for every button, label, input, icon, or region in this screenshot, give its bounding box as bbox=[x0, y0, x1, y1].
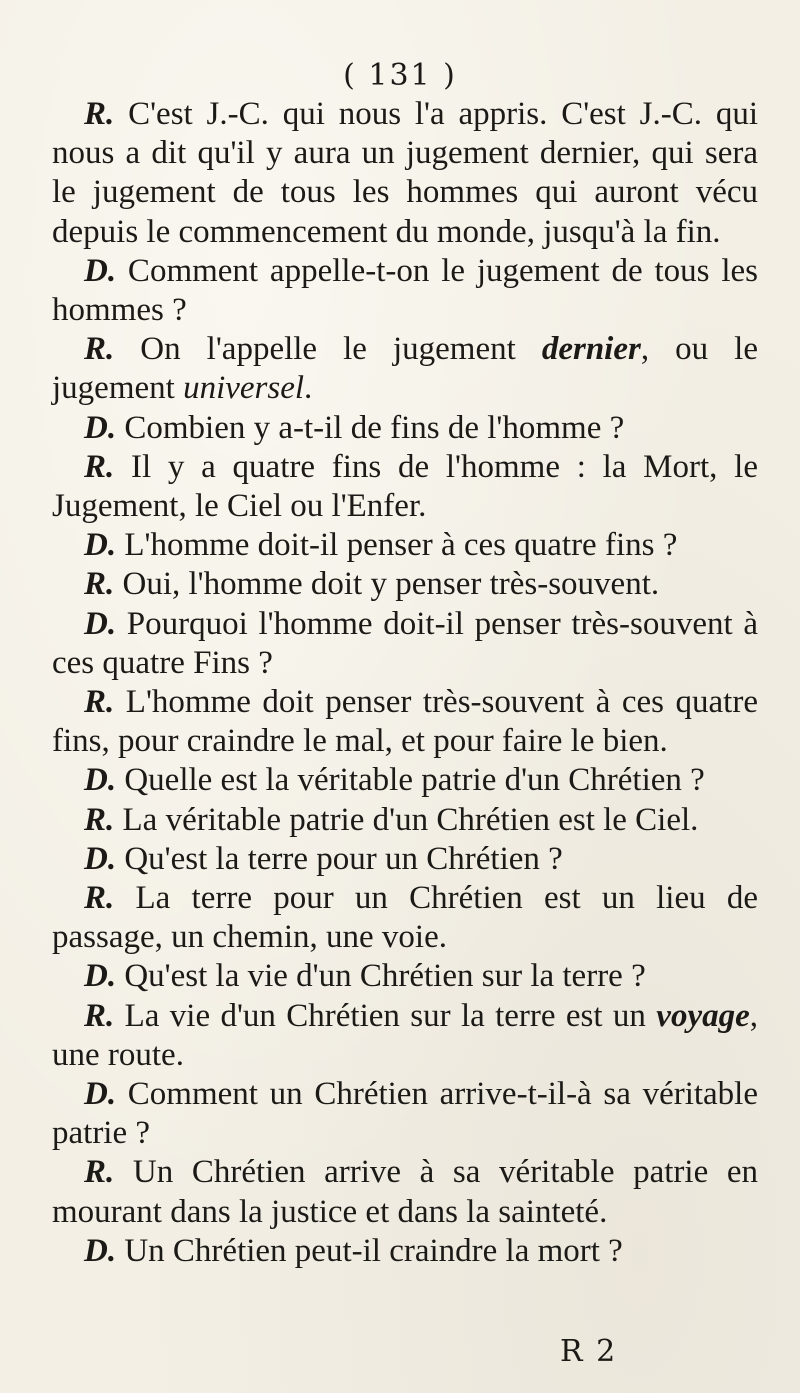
speaker-label: R. bbox=[84, 448, 115, 485]
paragraph-text: , ou le jugement bbox=[52, 331, 758, 407]
question-paragraph bbox=[52, 1232, 758, 1271]
answer-paragraph bbox=[52, 801, 758, 840]
paragraph-text: . bbox=[304, 370, 313, 407]
paragraph-text: L'homme doit-il penser à ces quatre fins ? bbox=[116, 527, 678, 564]
paragraph-text: L'homme doit penser très-souvent à ces quatre fins, pour craindre le mal, et pour faire le bien. bbox=[52, 684, 758, 760]
paragraph-text: La terre pour un Chrétien est un lieu de passage, un chemin, une voie. bbox=[52, 880, 758, 956]
answer-paragraph bbox=[52, 683, 758, 761]
paragraph-text: On l'appelle le jugement bbox=[114, 331, 542, 368]
paragraph-text: Un Chrétien peut-il craindre la mort ? bbox=[116, 1232, 623, 1269]
question-paragraph bbox=[52, 252, 758, 330]
emphasis-text: universel bbox=[183, 370, 305, 407]
paragraph-text: La vie d'un Chrétien sur la terre est un bbox=[114, 997, 657, 1034]
speaker-label: R. bbox=[84, 684, 115, 721]
speaker-label: R. bbox=[84, 566, 115, 603]
speaker-label: D. bbox=[84, 409, 117, 446]
paragraph-text: La véritable patrie d'un Chrétien est le Ciel. bbox=[114, 801, 699, 838]
answer-paragraph bbox=[52, 448, 758, 526]
paragraph-text: Quelle est la véritable patrie d'un Chrétien ? bbox=[116, 762, 705, 799]
answer-paragraph bbox=[52, 95, 758, 252]
speaker-label: D. bbox=[84, 958, 117, 995]
paragraph-text: Comment appelle-t-on le jugement de tous les hommes ? bbox=[52, 252, 758, 329]
speaker-label: R. bbox=[84, 1154, 115, 1191]
speaker-label: D. bbox=[84, 840, 117, 877]
paragraph-text: Comment un Chrétien arrive-t-il-à sa véritable patrie ? bbox=[52, 1076, 758, 1152]
paragraph-text: Pourquoi l'homme doit-il penser très-souvent à ces quatre Fins ? bbox=[52, 605, 758, 681]
answer-paragraph bbox=[52, 879, 758, 957]
speaker-label: R. bbox=[84, 801, 115, 838]
speaker-label: R. bbox=[84, 880, 115, 917]
question-paragraph bbox=[52, 605, 758, 683]
paragraph-text: Un Chrétien arrive à sa véritable patrie en mourant dans la justice et dans la sainteté. bbox=[52, 1154, 758, 1230]
catechism-text bbox=[52, 95, 758, 1271]
paragraph-text: C'est J.-C. qui nous l'a appris. C'est J.-C. qui nous a dit qu'il y aura un jugement dernier, qui sera le jugement de tous les hommes qui auront vécu depuis le commencement du monde, jusqu'à la fin. bbox=[52, 96, 758, 250]
emphasis-text: dernier bbox=[541, 331, 641, 368]
question-paragraph bbox=[52, 761, 758, 800]
signature-mark: R 2 bbox=[560, 1334, 618, 1369]
paragraph-text: Oui, l'homme doit y penser très-souvent. bbox=[114, 566, 660, 603]
speaker-label: R. bbox=[84, 96, 115, 132]
speaker-label: D. bbox=[84, 605, 117, 642]
paragraph-text: Il y a quatre fins de l'homme : la Mort, le Jugement, le Ciel ou l'Enfer. bbox=[52, 448, 758, 525]
answer-paragraph bbox=[52, 330, 758, 408]
answer-paragraph bbox=[52, 1153, 758, 1231]
page-number: ( 131 ) bbox=[343, 58, 457, 93]
question-paragraph bbox=[52, 840, 758, 879]
paragraph-text: , une route. bbox=[52, 997, 758, 1073]
paragraph-text: Qu'est la terre pour un Chrétien ? bbox=[116, 840, 563, 877]
answer-paragraph bbox=[52, 565, 758, 604]
paragraph-text: Qu'est la vie d'un Chrétien sur la terre ? bbox=[116, 958, 646, 995]
answer-paragraph bbox=[52, 997, 758, 1075]
speaker-label: R. bbox=[84, 997, 115, 1034]
paragraph-text: Combien y a-t-il de fins de l'homme ? bbox=[116, 409, 625, 446]
question-paragraph bbox=[52, 957, 758, 996]
question-paragraph bbox=[52, 526, 758, 565]
speaker-label: R. bbox=[84, 331, 115, 368]
question-paragraph bbox=[52, 409, 758, 448]
emphasis-text: voyage bbox=[656, 997, 750, 1034]
question-paragraph bbox=[52, 1075, 758, 1153]
speaker-label: D. bbox=[84, 252, 117, 289]
speaker-label: D. bbox=[84, 527, 117, 564]
speaker-label: D. bbox=[84, 762, 117, 799]
speaker-label: D. bbox=[84, 1076, 117, 1113]
speaker-label: D. bbox=[84, 1232, 117, 1269]
